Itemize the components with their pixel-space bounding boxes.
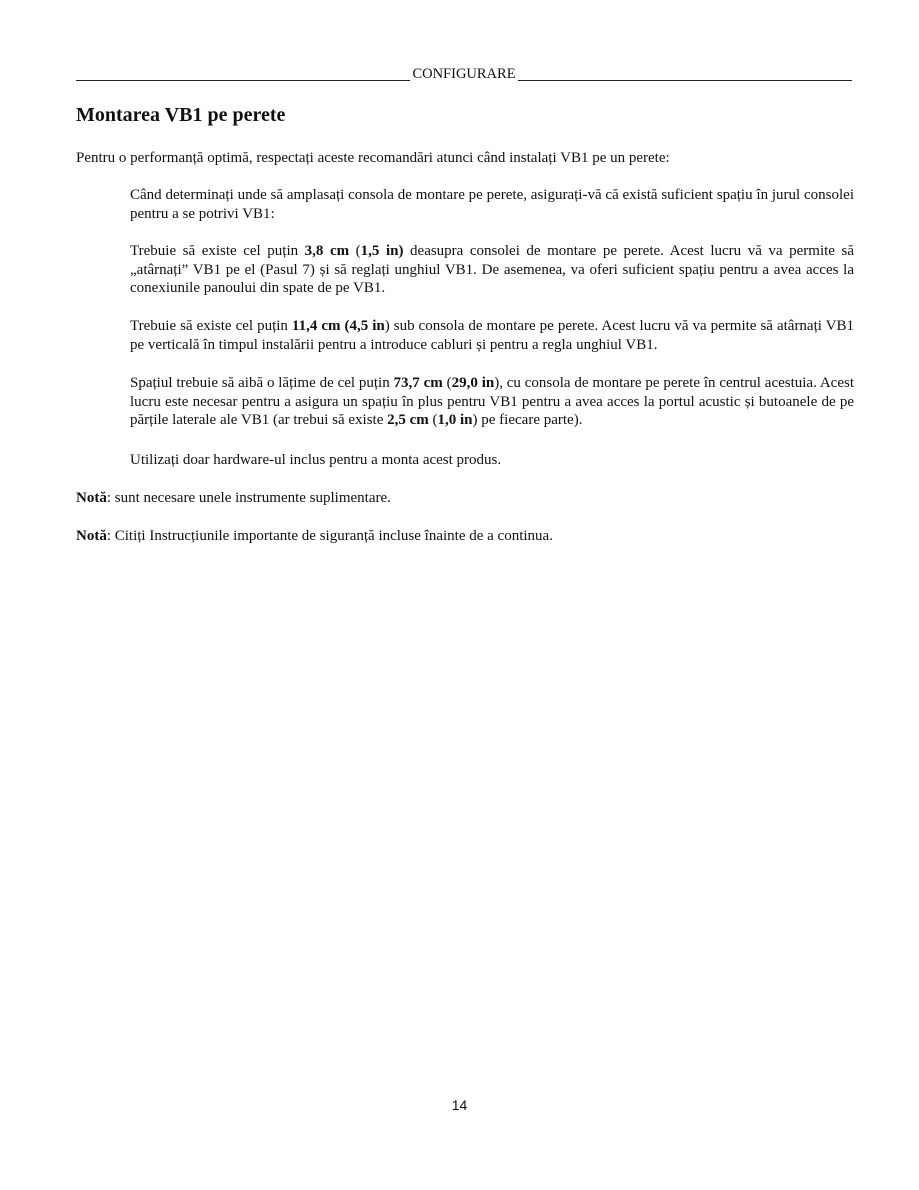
- text: deasupra consolei de montare pe perete. Acest lucru vă va permite să „atârnați” VB1 pe el (Pasul 7) și să reglați unghiul VB1. De asemenea, va oferi suficient spațiu pentru a avea acces la conexiunile panoului din spate de pe VB1.: [130, 243, 854, 296]
- paragraph-width-clearance: [130, 374, 854, 430]
- text: ), cu consola de montare pe perete în centrul acestuia. Acest lucru este necesar pentru a asigura un spațiu în plus pentru VB1 pentru a avea acces la portul acustic și butoanele de pe părțile laterale ale VB1 (ar trebui să existe: [130, 375, 854, 428]
- text: Spațiul trebuie să aibă o lățime de cel puțin: [130, 375, 394, 391]
- text: Trebuie să existe cel puțin: [130, 243, 305, 259]
- section-heading: Montarea VB1 pe perete: [76, 104, 286, 126]
- measurement-in: 1,0 in: [437, 412, 473, 428]
- text: ) sub consola de montare pe perete. Acest lucru vă va permite să atârnați VB1 pe verticală în timpul instalării pentru a introduce cabluri și pentru a regla unghiul VB1.: [130, 318, 854, 353]
- note-label: Notă: [76, 490, 107, 506]
- measurement-in: 29,0 in: [451, 375, 495, 391]
- header-section-title: CONFIGURARE: [412, 66, 516, 82]
- page-number: 14: [451, 1097, 468, 1113]
- text: ) pe fiecare parte).: [472, 412, 583, 428]
- paragraph-placement: Când determinați unde să amplasați consola de montare pe perete, asigurați-vă că există suficient spațiu în jurul consolei pentru a se potrivi VB1:: [130, 187, 854, 222]
- note-text: : sunt necesare unele instrumente suplimentare.: [106, 490, 391, 506]
- paragraph-hardware: Utilizați doar hardware-ul inclus pentru a monta acest produs.: [130, 452, 502, 468]
- note-safety: [76, 527, 854, 546]
- paragraph-below-clearance: [130, 317, 854, 354]
- text: (: [349, 243, 361, 259]
- text: (: [442, 375, 452, 391]
- measurement-cm: 2,5 cm: [387, 412, 429, 428]
- header-rule-left: [76, 66, 410, 81]
- measurement-in: 1,5 in): [360, 243, 404, 259]
- measurement: 11,4 cm (4,5 in: [291, 318, 385, 334]
- note-text: : Citiți Instrucțiunile importante de siguranță incluse înainte de a continua.: [106, 528, 553, 544]
- running-header: [76, 66, 852, 83]
- measurement-cm: 73,7 cm: [393, 375, 443, 391]
- paragraph-above-clearance: [130, 242, 854, 298]
- header-rule-right: [518, 66, 852, 81]
- intro-paragraph: Pentru o performanță optimă, respectați aceste recomandări atunci când instalați VB1 pe un perete:: [76, 150, 670, 166]
- note-label: Notă: [76, 528, 107, 544]
- text: (: [428, 412, 438, 428]
- text: Trebuie să existe cel puțin: [130, 318, 292, 334]
- measurement-cm: 3,8 cm: [304, 243, 350, 259]
- note-tools: [76, 489, 854, 508]
